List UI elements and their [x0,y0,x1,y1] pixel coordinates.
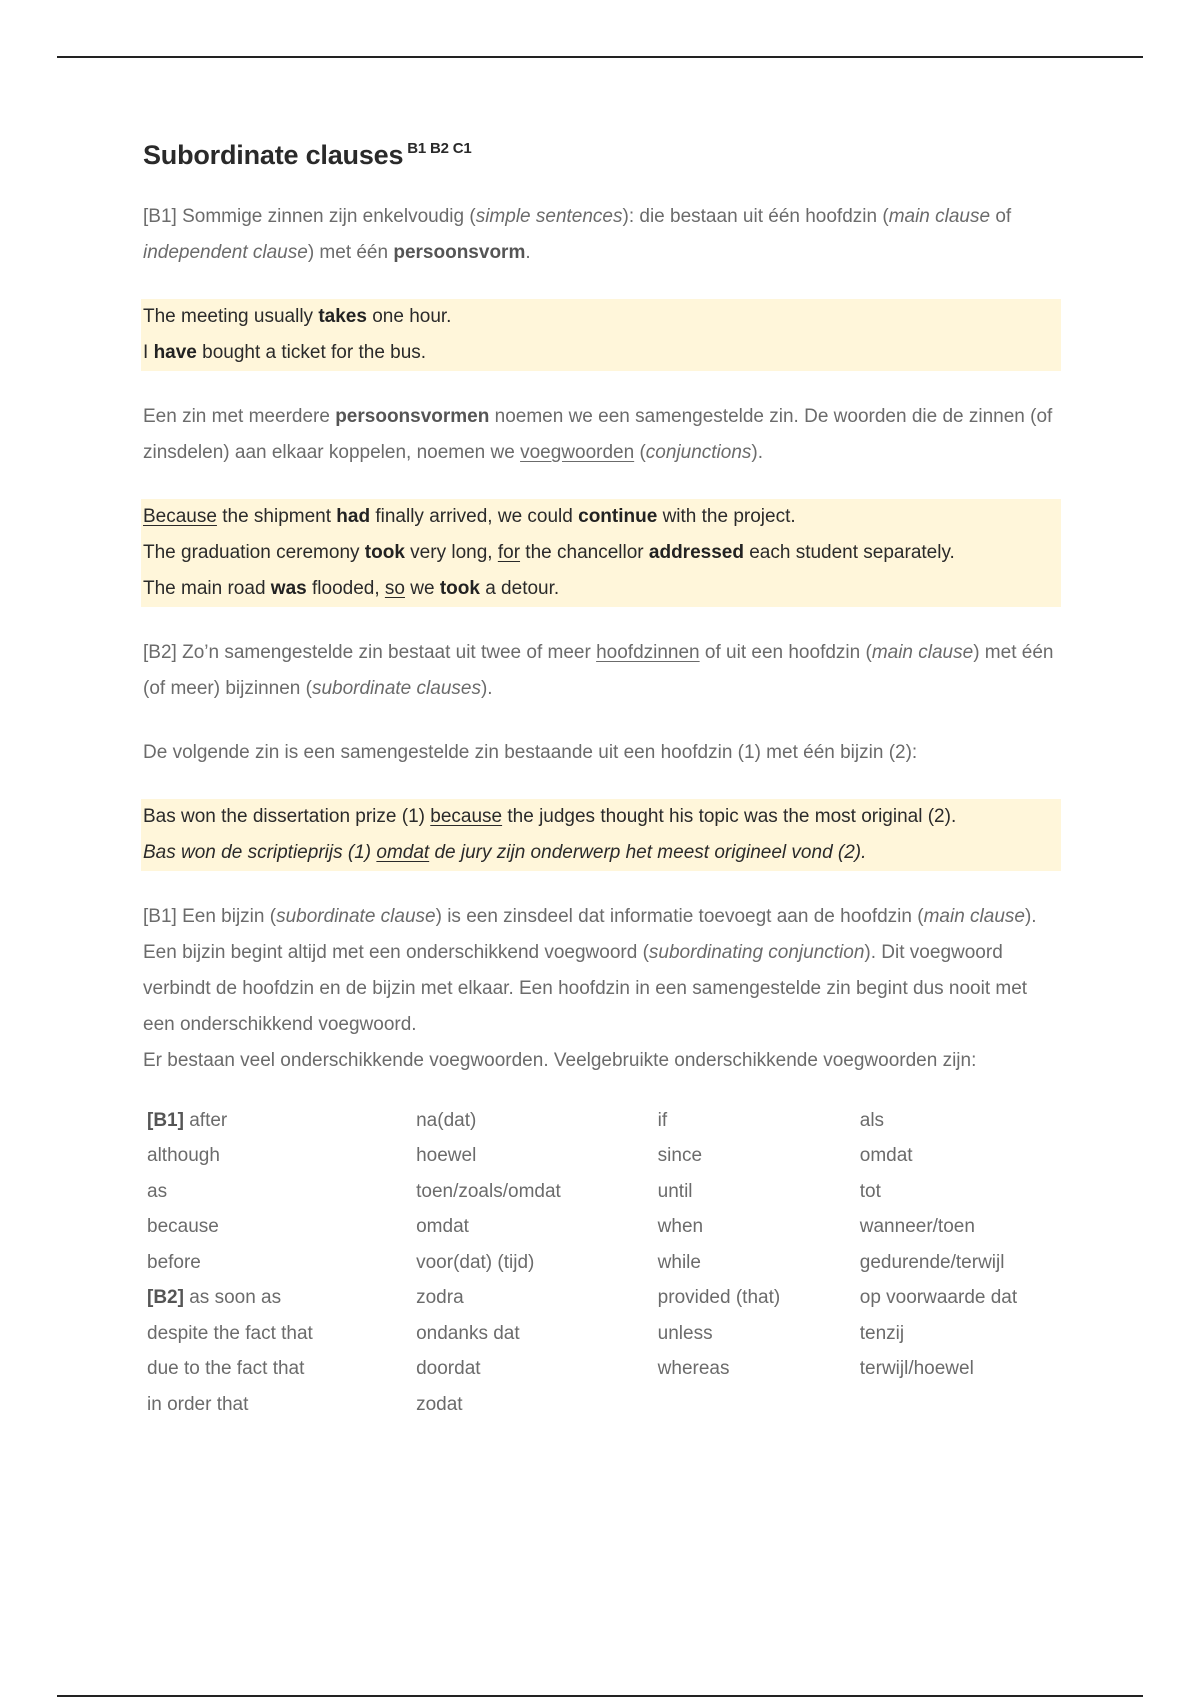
dutch-conjunction: voor(dat) (tijd) [416,1251,535,1273]
english-conjunction: [B1] after [147,1109,228,1131]
subordinate-clause-paragraph: [B1] Een bijzin (subordinate clause) is een zinsdeel dat informatie toevoegt aan de hoofdzin (main clause). Een bijzin begint altijd met een onderschikkend voegwoord (subordinating conjunction). Dit voegwoord verbindt de hoofdzin en de bijzin met elkaar. Een hoofdzin in een samengestelde zin begint dus nooit met een onderschikkend voegwoord. Er bestaan veel onderschikkende voegwoorden. Veelgebruikte onderschikkende voegwoorden zijn: [143,906,1037,1071]
table-row [147,1139,1059,1175]
table-row [147,1316,1059,1352]
table-row [147,1387,1059,1423]
example-line: Bas won the dissertation prize (1) because the judges thought his topic was the most original (2). [143,806,957,827]
dutch-conjunction: ondanks dat [416,1322,520,1344]
english-conjunction: in order that [147,1393,249,1415]
english-conjunction: when [657,1216,704,1238]
bottom-rule [57,1695,1143,1697]
dutch-conjunction: omdat [416,1216,469,1238]
example-line: I have bought a ticket for the bus. [143,342,427,363]
following-sentence-paragraph: De volgende zin is een samengestelde zin bestaande uit een hoofdzin (1) met één bijzin (2): [143,742,918,763]
dutch-conjunction: hoewel [416,1145,477,1167]
example-line: Because the shipment had finally arrived, we could continue with the project. [143,506,796,527]
conjunctions-table [147,1103,1059,1423]
level-label: [B2] [147,1287,184,1309]
example-box-main-sub [141,799,1061,871]
dutch-conjunction: omdat [859,1145,913,1167]
english-conjunction: as [147,1180,168,1202]
example-line: The main road was flooded, so we took a detour. [143,578,560,599]
english-conjunction: unless [657,1322,713,1344]
dutch-conjunction: toen/zoals/omdat [416,1180,561,1202]
english-conjunction: although [147,1145,220,1167]
intro-paragraph: [B1] Sommige zinnen zijn enkelvoudig (simple sentences): die bestaan uit één hoofdzin (main clause of independent clause) met één persoonsvorm. [143,206,1012,263]
english-conjunction: [B2] as soon as [147,1287,282,1309]
english-conjunction [658,1387,860,1423]
table-row [147,1174,1059,1210]
dutch-conjunction: tot [859,1180,881,1202]
english-conjunction: if [657,1109,668,1131]
english-conjunction: due to the fact that [147,1358,305,1380]
compound-paragraph: Een zin met meerdere persoonsvormen noemen we een samengestelde zin. De woorden die de zinnen (of zinsdelen) aan elkaar koppelen, noemen we voegwoorden (conjunctions). [143,406,1053,463]
level-label: [B1] [147,1109,184,1131]
dutch-conjunction: wanneer/toen [859,1216,975,1238]
example-line: The meeting usually takes one hour. [143,306,452,327]
example-box-simple [141,299,1061,371]
dutch-conjunction: zodra [416,1287,464,1309]
dutch-conjunction: gedurende/terwijl [859,1251,1005,1273]
dutch-conjunction [860,1387,1059,1423]
english-conjunction: because [147,1216,219,1238]
english-conjunction: whereas [657,1358,730,1380]
dutch-conjunction: na(dat) [416,1109,477,1131]
table-row [147,1245,1059,1281]
english-conjunction: provided (that) [657,1287,781,1309]
example-box-conjunctions [141,499,1061,607]
dutch-conjunction: tenzij [859,1322,905,1344]
dutch-conjunction: terwijl/hoewel [859,1358,974,1380]
english-conjunction: since [657,1145,703,1167]
example-line: The graduation ceremony took very long, for the chancellor addressed each student separately. [143,542,955,563]
english-conjunction: despite the fact that [147,1322,313,1344]
dutch-conjunction: als [859,1109,885,1131]
b2-paragraph: [B2] Zo’n samengestelde zin bestaat uit twee of meer hoofdzinnen of uit een hoofdzin (main clause) met één (of meer) bijzinnen (subordinate clauses). [143,642,1054,699]
level-badges: B1 B2 C1 [407,140,472,157]
dutch-conjunction: doordat [416,1358,481,1380]
english-conjunction: before [147,1251,201,1273]
table-row [147,1210,1059,1246]
page-content [143,140,1059,1423]
english-conjunction: while [657,1251,701,1273]
page-title: Subordinate clauses $^{B1 B2 C1}$ [143,140,472,170]
top-rule [57,56,1143,58]
table-row [147,1352,1059,1388]
table-row [147,1281,1059,1317]
example-line: Bas won de scriptieprijs (1) omdat de jury zijn onderwerp het meest origineel vond (2). [143,842,867,863]
english-conjunction: until [657,1180,693,1202]
dutch-conjunction: op voorwaarde dat [859,1287,1018,1309]
dutch-conjunction: zodat [416,1393,463,1415]
table-row [147,1103,1059,1139]
